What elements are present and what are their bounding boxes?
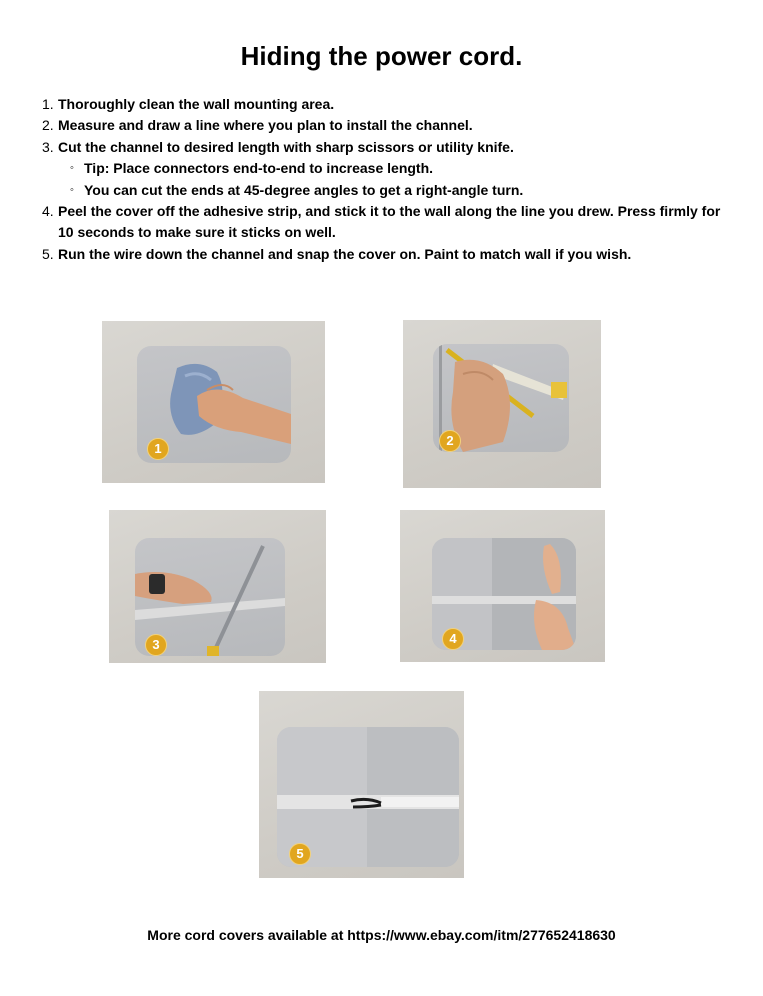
step-badge: 1 bbox=[147, 438, 169, 460]
instruction-list bbox=[42, 94, 732, 265]
step-text: Cut the channel to desired length with sharp scissors or utility knife. bbox=[58, 138, 514, 155]
step-text: Thoroughly clean the wall mounting area. bbox=[58, 96, 335, 112]
step-item bbox=[42, 137, 732, 158]
step-1-photo bbox=[102, 321, 325, 483]
footer-link-text: More cord covers available at https://www.ebay.com/itm/277652418630 bbox=[147, 927, 616, 943]
tip-text: Tip: Place connectors end-to-end to increase length. bbox=[84, 160, 434, 177]
page-title: Hiding the power cord. bbox=[240, 41, 523, 71]
step-5-photo bbox=[259, 691, 464, 878]
step-badge: 5 bbox=[289, 843, 311, 865]
step-number: 5. bbox=[42, 245, 54, 262]
step-number: 1. bbox=[42, 96, 54, 112]
step-badge: 4 bbox=[442, 628, 464, 650]
step-item bbox=[42, 94, 732, 115]
step-4-photo bbox=[400, 510, 605, 662]
step-number: 4. bbox=[42, 203, 54, 220]
bullet-icon: ◦ bbox=[70, 183, 74, 196]
step-number: 2. bbox=[42, 117, 54, 134]
step-text: Run the wire down the channel and snap the cover on. Paint to match wall if you wish. bbox=[58, 245, 632, 262]
step-badge: 3 bbox=[145, 634, 167, 656]
step-text: Peel the cover off the adhesive strip, and stick it to the wall along the line you drew. Press firmly for 10 seconds to make sure it sticks on well. bbox=[58, 203, 721, 241]
step-3-photo bbox=[109, 510, 326, 663]
bullet-icon: ◦ bbox=[70, 162, 74, 175]
step-number: 3. bbox=[42, 138, 54, 155]
step-item bbox=[42, 115, 732, 136]
step-badge: 2 bbox=[439, 430, 461, 452]
tip-text: You can cut the ends at 45-degree angles to get a right-angle turn. bbox=[84, 181, 524, 198]
tip-item bbox=[70, 158, 732, 179]
step-item bbox=[42, 244, 732, 265]
step-text: Measure and draw a line where you plan to install the channel. bbox=[58, 117, 473, 134]
tip-list bbox=[42, 158, 732, 201]
step-item bbox=[42, 201, 732, 244]
step-2-photo bbox=[403, 320, 601, 488]
tip-item bbox=[70, 180, 732, 201]
